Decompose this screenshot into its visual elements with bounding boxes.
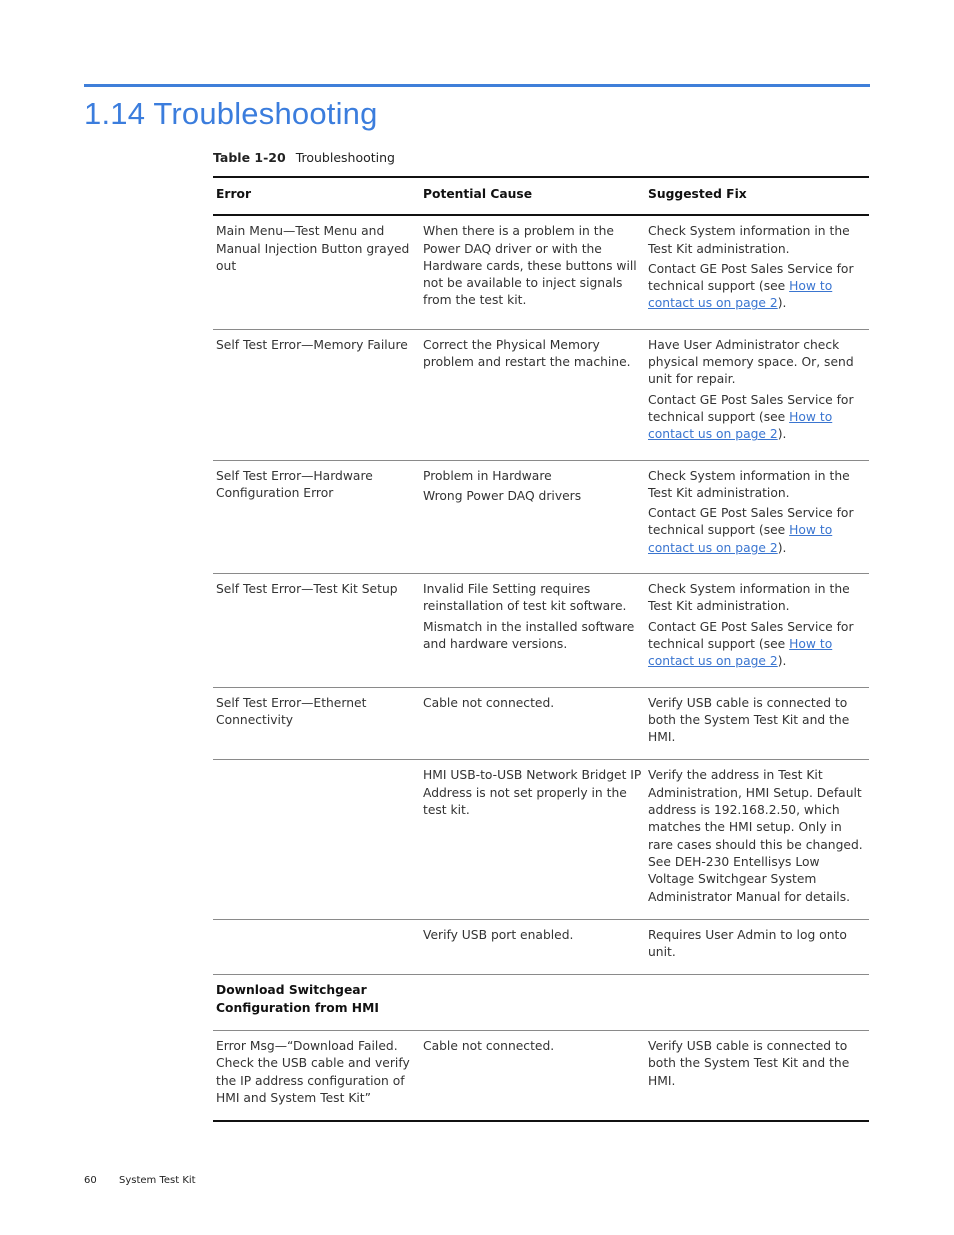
footer-doc-title: System Test Kit xyxy=(119,1175,196,1186)
cause-text: Wrong Power DAQ drivers xyxy=(423,488,582,503)
error-cell: Self Test Error—Ethernet Connectivity xyxy=(216,695,367,727)
fix-text-before-link: Contact GE Post Sales Service for technical support (see xyxy=(648,506,854,538)
header-potential-cause: Potential Cause xyxy=(423,187,533,201)
error-cell: Self Test Error—Memory Failure xyxy=(216,337,408,352)
contact-link[interactable]: How to contact us on page 2 xyxy=(648,636,833,669)
table-row xyxy=(213,687,869,760)
fix-cell: Verify the address in Test Kit Administration, HMI Setup. Default address is 192.168.2.50, which matches the HMI setup. Only in rare cases should this be changed. See DEH-230 Entellisys Low Voltage Switchgear System Administrator Manual for details. xyxy=(648,768,863,904)
error-cell: Self Test Error—Hardware Configuration Error xyxy=(216,468,373,500)
fix-text-after-link: ). xyxy=(777,654,787,669)
fix-text-after-link: ). xyxy=(777,427,787,442)
fix-cell: Requires User Admin to log onto unit. xyxy=(648,927,847,960)
fix-cell: Verify USB cable is connected to both the System Test Kit and the HMI. xyxy=(648,695,850,745)
cause-cell: When there is a problem in the Power DAQ driver or with the Hardware cards, these buttons will not be available to inject signals from the test kit. xyxy=(423,224,637,308)
table-caption xyxy=(213,150,395,165)
page-number: 60 xyxy=(84,1175,97,1186)
table-row xyxy=(213,460,869,573)
group-heading: Download Switchgear Configuration from HMI xyxy=(216,983,379,1015)
fix-text xyxy=(648,392,866,444)
cause-text: Mismatch in the installed software and hardware versions. xyxy=(423,619,635,651)
fix-cell xyxy=(645,574,869,687)
cause-cell: Cable not connected. xyxy=(423,695,555,710)
table-row xyxy=(213,919,869,975)
fix-cell xyxy=(645,460,869,573)
error-cell xyxy=(213,919,420,975)
fix-text-after-link: ). xyxy=(777,540,787,555)
group-heading-cell xyxy=(213,975,420,1031)
table-row xyxy=(213,329,869,460)
cause-text: Invalid File Setting requires reinstallation of test kit software. xyxy=(423,582,627,614)
fix-text-before-link: Contact GE Post Sales Service for technical support (see xyxy=(648,619,854,651)
table-caption-number: Table 1-20 xyxy=(213,150,286,165)
fix-text: Check System information in the Test Kit administration. xyxy=(648,224,850,256)
section-title: 1.14 Troubleshooting xyxy=(84,96,378,131)
fix-cell: Verify USB cable is connected to both the System Test Kit and the HMI. xyxy=(648,1038,850,1088)
table-row xyxy=(213,1030,869,1121)
fix-text: Have User Administrator check physical memory space. Or, send unit for repair. xyxy=(648,337,854,387)
cause-cell xyxy=(420,574,645,687)
fix-text-before-link: Contact GE Post Sales Service for technical support (see xyxy=(648,261,854,294)
cause-cell: Correct the Physical Memory problem and restart the machine. xyxy=(423,337,631,370)
error-cell: Self Test Error—Test Kit Setup xyxy=(216,582,398,597)
cause-cell xyxy=(420,975,645,1031)
header-suggested-fix: Suggested Fix xyxy=(648,187,747,201)
fix-text xyxy=(648,505,866,557)
cause-text: Problem in Hardware xyxy=(423,468,552,483)
fix-text-before-link: Contact GE Post Sales Service for technical support (see xyxy=(648,392,854,424)
fix-text xyxy=(648,261,866,313)
table-group-row xyxy=(213,975,869,1031)
cause-cell xyxy=(420,460,645,573)
fix-text: Check System information in the Test Kit administration. xyxy=(648,468,850,500)
section-top-rule xyxy=(84,84,870,87)
cause-cell: Cable not connected. xyxy=(423,1038,555,1053)
fix-cell xyxy=(645,329,869,460)
cause-cell: HMI USB-to-USB Network Bridget IP Address is not set properly in the test kit. xyxy=(423,768,642,818)
error-cell xyxy=(213,760,420,919)
fix-text xyxy=(648,619,866,671)
table-caption-title: Troubleshooting xyxy=(295,150,395,165)
fix-cell xyxy=(645,215,869,329)
fix-text: Check System information in the Test Kit administration. xyxy=(648,582,850,614)
fix-cell xyxy=(645,975,869,1031)
header-error: Error xyxy=(216,187,252,201)
error-cell: Main Menu—Test Menu and Manual Injection Button grayed out xyxy=(216,224,410,273)
table-header-row xyxy=(213,177,869,215)
fix-text-after-link: ). xyxy=(777,296,787,311)
contact-link[interactable]: How to contact us on page 2 xyxy=(648,279,833,311)
table-row xyxy=(213,574,869,687)
table-row xyxy=(213,760,869,919)
contact-link[interactable]: How to contact us on page 2 xyxy=(648,409,833,442)
contact-link[interactable]: How to contact us on page 2 xyxy=(648,523,833,555)
cause-cell: Verify USB port enabled. xyxy=(423,927,574,942)
table-row xyxy=(213,215,869,329)
troubleshooting-table xyxy=(213,176,869,1122)
error-cell: Error Msg—“Download Failed. Check the USB cable and verify the IP address configuration of HMI and System Test Kit” xyxy=(216,1038,410,1105)
